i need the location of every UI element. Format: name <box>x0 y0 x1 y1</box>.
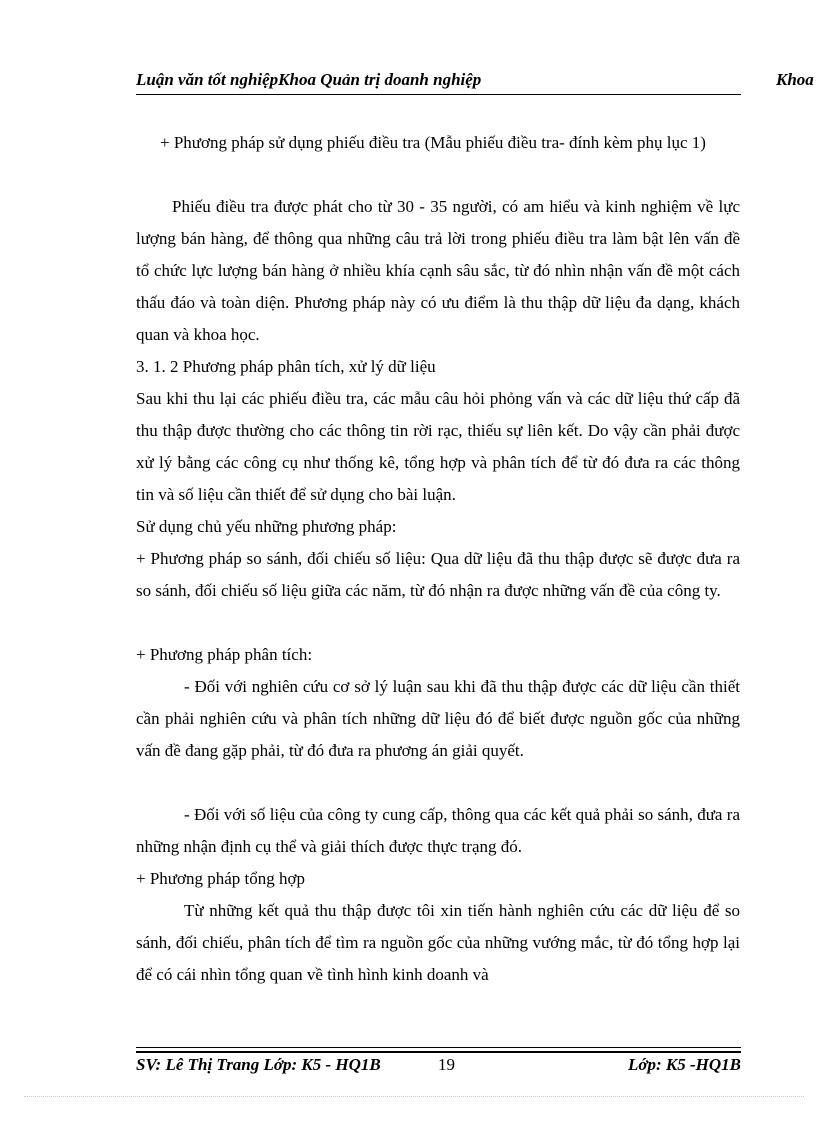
footer-student: SV: Lê Thị Trang Lớp: K5 - HQ1B <box>136 1055 381 1074</box>
page-number: 19 <box>438 1055 455 1074</box>
paragraph-main-methods: Sử dụng chủ yếu những phương pháp: <box>136 517 397 536</box>
paragraph-synthesis-method: + Phương pháp tổng hợp <box>136 869 306 888</box>
paragraph-synthesis-description: Từ những kết quả thu thập được tôi xin tiến hành nghiên cứu các dữ liệu để so sánh, đối chiếu, phân tích để tìm ra nguồn gốc của những vướng mắc, từ đó tổng hợp lại để có cái nhìn tổng quan về tình hình kinh doanh và <box>136 901 740 984</box>
paragraph-data-processing: Sau khi thu lại các phiếu điều tra, các mẫu câu hỏi phỏng vấn và các dữ liệu thứ cấp đã thu thập được thường cho các thông tin rời rạc, thiếu sự liên kết. Do vậy cần phải được xử lý bằng các công cụ như thống kê, tổng hợp và phân tích để từ đó đưa ra các thông tin và số liệu cần thiết để sử dụng cho bài luận. <box>136 389 740 504</box>
paragraph-comparison-method: + Phương pháp so sánh, đối chiếu số liệu: Qua dữ liệu đã thu thập được sẽ được đưa ra so sánh, đối chiếu số liệu giữa các năm, từ đó nhận ra được những vấn đề của công ty. <box>136 549 740 600</box>
paragraph-company-data: - Đối với số liệu của công ty cung cấp, thông qua các kết quả phải so sánh, đưa ra những nhận định cụ thể và giải thích được thực trạng đó. <box>136 805 740 856</box>
paragraph-analysis-method: + Phương pháp phân tích: <box>136 645 313 664</box>
footer-class: Lớp: K5 -HQ1B <box>627 1055 741 1074</box>
paragraph-survey-description: Phiếu điều tra được phát cho từ 30 - 35 người, có am hiểu và kinh nghiệm về lực lượng bán hàng, để thông qua những câu trả lời trong phiếu điều tra làm bật lên vấn đề tổ chức lực lượng bán hàng ở nhiều khía cạnh sâu sắc, từ đó nhìn nhận vấn đề một cách thấu đáo và toàn diện. Phương pháp này có ưu điểm là thu thập dữ liệu đa dạng, khách quan và khoa học. <box>136 197 740 344</box>
page-footer <box>136 1052 741 1078</box>
header-divider <box>136 94 741 95</box>
paragraph-survey-method: + Phương pháp sử dụng phiếu điều tra (Mẫu phiếu điều tra- đính kèm phụ lục 1) <box>160 133 706 152</box>
header-title-overflow: Khoa <box>776 70 814 89</box>
header-title: Luận văn tốt nghiệpKhoa Quản trị doanh nghiệp <box>136 70 482 89</box>
paragraph-theory-analysis: - Đối với nghiên cứu cơ sở lý luận sau khi đã thu thập được các dữ liệu cần thiết cần phải nghiên cứu và phân tích những dữ liệu đó để biết được nguồn gốc của những vấn đề đang gặp phải, từ đó đưa ra phương án giải quyết. <box>136 677 740 760</box>
footer-divider-thin <box>136 1047 741 1048</box>
section-heading-3-1-2: 3. 1. 2 Phương pháp phân tích, xử lý dữ liệu <box>136 357 436 376</box>
page-header <box>136 70 816 96</box>
page-edge-divider <box>24 1096 804 1097</box>
